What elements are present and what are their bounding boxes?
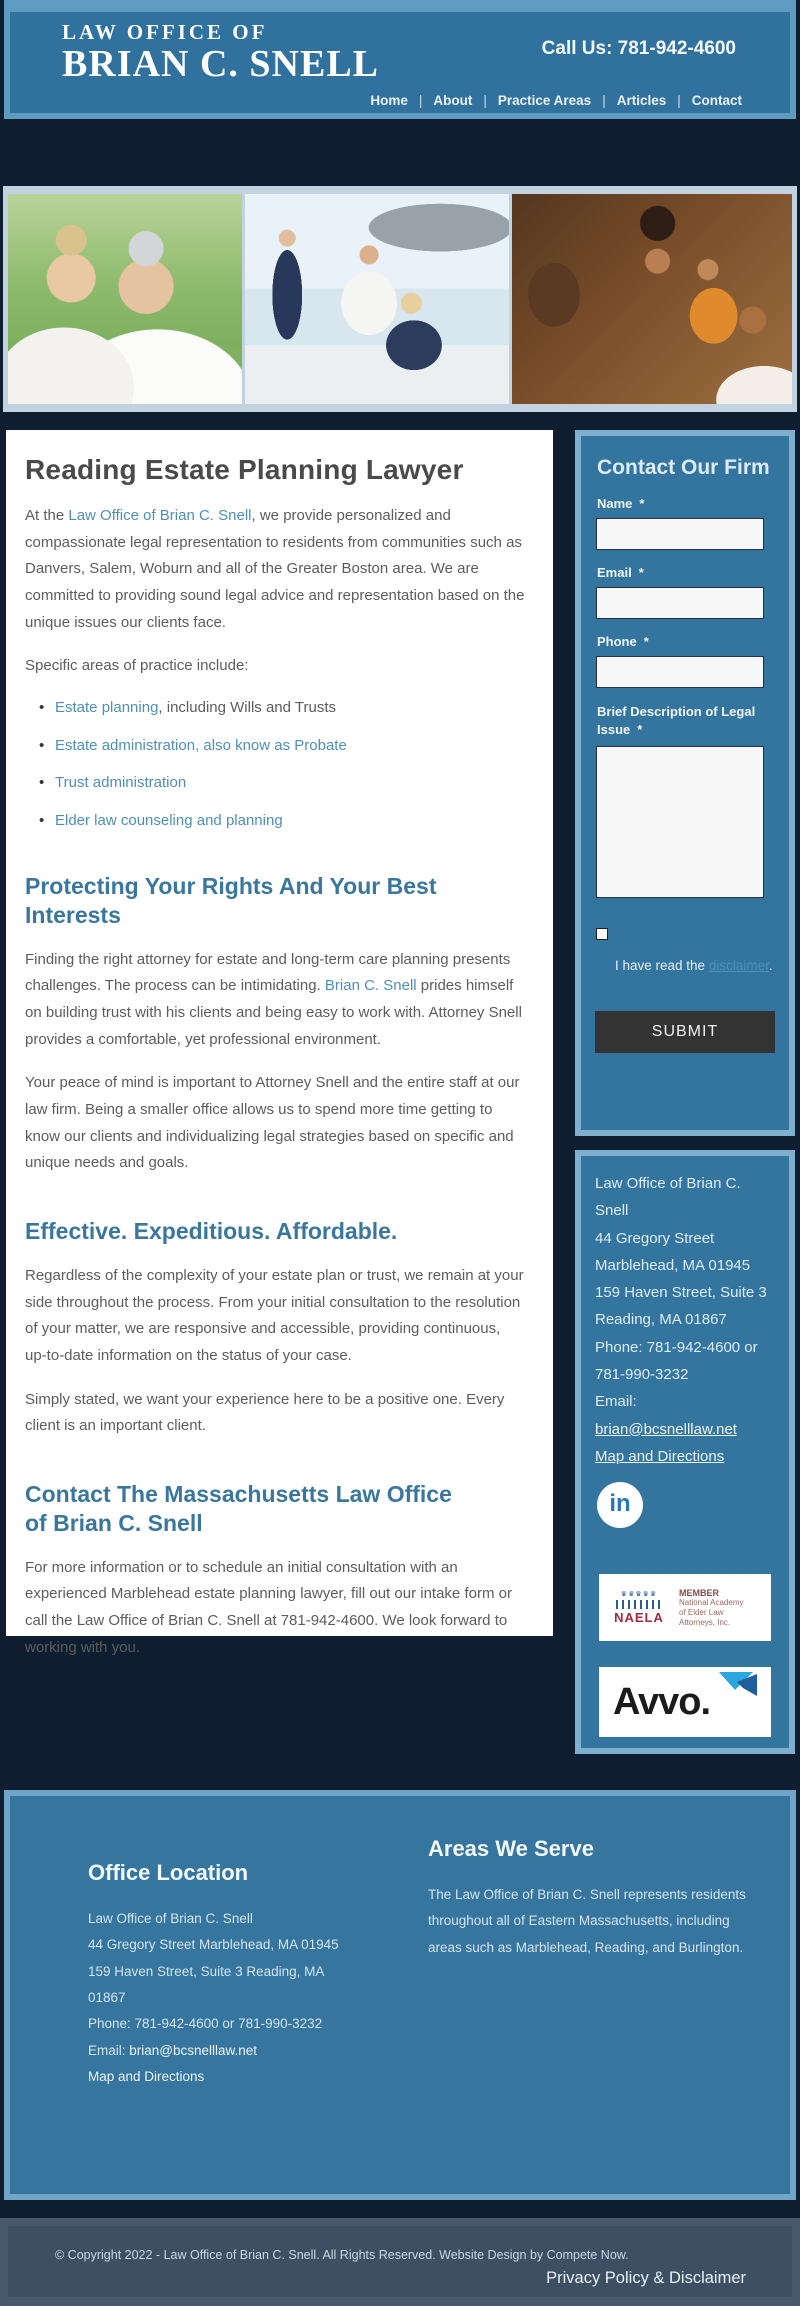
- text-link[interactable]: Elder law counseling and planning: [55, 811, 283, 829]
- textarea-label: Brief Description of Legal Issue *: [597, 704, 756, 737]
- office-location-column: [88, 1860, 350, 2090]
- site-footer: [4, 1790, 796, 2200]
- text: Law Office of Brian C. Snell: [595, 1175, 741, 1220]
- text: 159 Haven Street, Suite 3 Reading, MA 01867: [88, 1963, 324, 2005]
- form-title: Contact Our Firm: [597, 456, 770, 479]
- text: .: [768, 958, 773, 974]
- office-location-line: [88, 1906, 350, 1932]
- paragraph: [25, 947, 525, 1054]
- office-location-line: [88, 2064, 350, 2090]
- text: 159 Haven Street, Suite 3 Reading, MA 01867: [595, 1284, 767, 1329]
- contact-info-line: [595, 1388, 775, 1443]
- logo-line-2: BRIAN C. SNELL: [62, 43, 380, 85]
- text-link[interactable]: Law Office of Brian C. Snell: [68, 507, 252, 524]
- text-link[interactable]: Brian C. Snell: [324, 977, 417, 995]
- text: 44 Gregory Street Marblehead, MA 01945: [88, 1937, 339, 1953]
- naela-crowns-icon: ♛♛♛♛♛: [620, 1590, 658, 1598]
- practice-area-item: [39, 697, 525, 720]
- office-location-line: [88, 1932, 350, 1958]
- contact-info-line: [595, 1443, 775, 1470]
- field-label: Email *: [597, 565, 644, 580]
- form-fields: [595, 496, 775, 688]
- form-input[interactable]: [596, 518, 764, 550]
- contact-form-panel: [575, 430, 795, 1136]
- text: Phone: 781-942-4600 or 781-990-3232: [595, 1338, 758, 1384]
- paragraph: [25, 1555, 525, 1662]
- text: Email:: [88, 2042, 130, 2058]
- bottom-bar: [0, 2218, 800, 2306]
- areas-we-serve-heading: Areas We Serve: [428, 1836, 594, 1861]
- linkedin-icon[interactable]: in: [597, 1482, 643, 1528]
- naela-text: MEMBER National Academy of Elder Law Attorneys, Inc.: [679, 1587, 744, 1627]
- logo-line-1: LAW OFFICE OF: [62, 20, 268, 44]
- site-logo[interactable]: [62, 20, 379, 86]
- text: Email:: [595, 1393, 637, 1411]
- avvo-badge[interactable]: Avvo.: [599, 1667, 771, 1737]
- nav-item[interactable]: Home: [370, 93, 408, 108]
- practice-areas-list: [25, 697, 525, 832]
- text: Law Office of Brian C. Snell: [88, 1911, 253, 1926]
- avvo-flag-icon: [713, 1672, 757, 1702]
- text-link[interactable]: brian@bcsnelllaw.net: [595, 1420, 737, 1438]
- practice-area-item: [39, 735, 525, 758]
- text: For more information or to schedule an initial consultation with an experienced Marblehead estate planning lawyer, fill out our intake form or call the Law Office of Brian C. Snell at 781-942-4600. We look forward to working with you.: [25, 1558, 512, 1656]
- office-location-line: [88, 1959, 350, 2012]
- copyright-text: © Copyright 2022 - Law Office of Brian C. Snell. All Rights Reserved. Website Design by Compete Now.: [55, 2248, 629, 2262]
- text: Phone: 781-942-4600 or 781-990-3232: [88, 2016, 323, 2032]
- disclaimer-text: [596, 954, 775, 978]
- contact-info-line: [595, 1170, 775, 1225]
- text-link[interactable]: Map and Directions: [595, 1447, 725, 1465]
- site-header: [4, 0, 796, 119]
- elderly-couple-photo: [8, 194, 242, 404]
- form-input[interactable]: [596, 656, 764, 688]
- text: Finding the right attorney for estate and long-term care planning presents challenges. The process can be intimidating.: [25, 950, 511, 995]
- disclaimer-checkbox[interactable]: [596, 928, 608, 940]
- legal-issue-textarea[interactable]: [596, 746, 764, 898]
- privacy-policy-link[interactable]: Privacy Policy & Disclaimer: [546, 2269, 746, 2287]
- section-heading-rights: Protecting Your Rights And Your Best Interests: [25, 873, 437, 928]
- hero-strip: [3, 186, 797, 412]
- main-nav: [370, 93, 742, 108]
- intro-paragraph: [25, 503, 525, 636]
- areas-we-serve-column: [428, 1836, 750, 1961]
- paragraph: [25, 1070, 525, 1177]
- nav-item[interactable]: | Practice Areas: [472, 93, 591, 108]
- text-link[interactable]: Trust administration: [55, 774, 187, 792]
- text-link[interactable]: Map and Directions: [88, 2068, 205, 2084]
- header-phone: Call Us: 781-942-4600: [541, 38, 736, 59]
- field-label: Phone *: [597, 634, 649, 649]
- practice-lead: Specific areas of practice include:: [25, 657, 249, 675]
- disclaimer-row: [596, 926, 775, 979]
- text: 44 Gregory Street Marblehead, MA 01945: [595, 1229, 751, 1274]
- page-title: Reading Estate Planning Lawyer: [25, 454, 464, 485]
- nav-item[interactable]: | Contact: [666, 93, 742, 108]
- contact-info-panel: [575, 1150, 795, 1754]
- submit-button[interactable]: SUBMIT: [595, 1011, 775, 1053]
- nav-item[interactable]: | About: [408, 93, 473, 108]
- text: Simply stated, we want your experience here to be a positive one. Every client is an important client.: [25, 1390, 505, 1435]
- text: I have read the: [615, 958, 709, 974]
- bottom-bar-inner: [8, 2226, 792, 2297]
- office-location-lines: [88, 1906, 350, 2090]
- text-link[interactable]: Estate administration, also know as Probate: [55, 736, 347, 754]
- office-location-line: [88, 2011, 350, 2037]
- areas-we-serve-text: The Law Office of Brian C. Snell represents residents throughout all of Eastern Massachusetts, including areas such as Marblehead, Reading, and Burlington.: [428, 1887, 746, 1955]
- form-field: [595, 634, 775, 688]
- nav-item[interactable]: | Articles: [591, 93, 666, 108]
- section-heading-contact: Contact The Massachusetts Law Office of Brian C. Snell: [25, 1481, 452, 1536]
- practice-area-item: [39, 810, 525, 833]
- office-location-line: [88, 2038, 350, 2064]
- family-hug-photo: [512, 194, 792, 404]
- text: Regardless of the complexity of your estate plan or trust, we remain at your side throughout the process. From your initial consultation to the resolution of your matter, we are responsive and accessible, providing continuous, up-to-date information on the status of your case.: [25, 1266, 524, 1364]
- text: , we provide personalized and compassionate legal representation to residents from communities such as Danvers, Salem, Woburn and all of the Greater Boston area. We are committed to providing sound legal advice and representation based on the unique issues our clients face.: [25, 507, 525, 631]
- family-sailboat-photo: [245, 194, 509, 404]
- text: , including Wills and Trusts: [158, 699, 336, 717]
- text: Your peace of mind is important to Attorney Snell and the entire staff at our law firm. Being a smaller office allows us to spend more time getting to know our clients and individualizing legal strategies based on specific and unique needs and goals.: [25, 1074, 520, 1172]
- naela-columns-icon: [616, 1600, 662, 1609]
- contact-info-line: [595, 1279, 775, 1334]
- paragraph: [25, 1387, 525, 1440]
- contact-info-lines: [595, 1170, 775, 1470]
- text-link[interactable]: Estate planning: [55, 699, 159, 717]
- contact-info-line: [595, 1334, 775, 1389]
- practice-area-item: [39, 772, 525, 795]
- contact-info-line: [595, 1225, 775, 1280]
- form-input[interactable]: [596, 587, 764, 619]
- main-content: [6, 430, 553, 1656]
- office-location-heading: Office Location: [88, 1860, 249, 1885]
- text: At the: [25, 507, 69, 524]
- paragraph: [25, 1263, 525, 1370]
- naela-member-badge[interactable]: [599, 1574, 771, 1641]
- text-link[interactable]: brian@bcsnelllaw.net: [129, 2042, 258, 2058]
- section-heading-effective: Effective. Expeditious. Affordable.: [25, 1218, 398, 1245]
- naela-logo: ♛♛♛♛♛ NAELA: [607, 1591, 671, 1625]
- text-link[interactable]: disclaimer: [708, 958, 769, 974]
- form-field: [595, 565, 775, 619]
- text: prides himself on building trust with his clients and being easy to work with. Attorney Snell provides a comfortable, yet professional environment.: [25, 977, 522, 1048]
- field-label: Name *: [597, 496, 645, 511]
- form-field: [595, 496, 775, 550]
